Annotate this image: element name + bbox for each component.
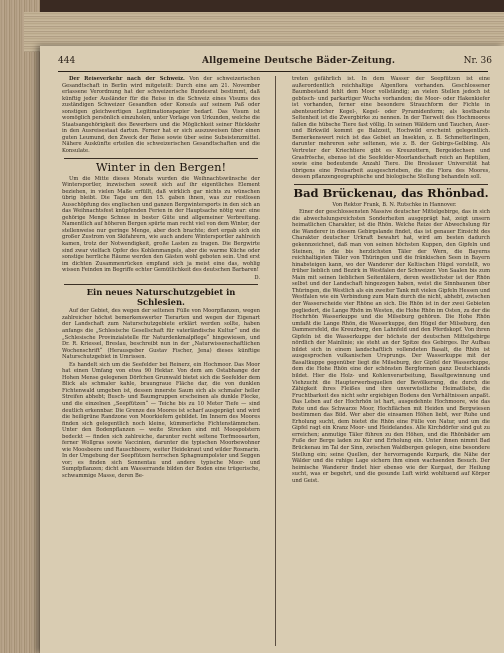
header-rule [58, 71, 488, 72]
article-naturschutz-p1: Auf der Gebiet, des wegen der seltenen Fülle von Moorpflanzen, wegen zahlreicher höchst bemerkenswerter Tierarten und wegen der Eigenart der Landschaft zum Naturschutzgebiete erklärt werden sollte, haben anfangs die „Schlesische Gesellschaft für vaterländische Kultur“ und die „Schlesische Provinzialstelle für Naturdenkmalpflege“ hingewiesen, und Dr. R. Kriessel, Breslau, beschreibt nun in der „Naturwissenschaftlichen Wochenschrift“ (Herausgeber Gustav Fischer, Jena) dieses künftige Naturschutzgebiet in Umrissen. [62, 308, 260, 361]
article-winter-text: Um die Mitte dieses Monats wurden die Weihnachtswünsche der Wintersportler, inzwischen soweit sich auf ihr eigentliches Element beziehen, in vielen Maße erfüllt, daß wirklich gar nichts zu wünschen übrig bleibt. Die Tage um den 15. gaben ihnen, was zur restlosen Ausschöpfung des englischen und ganzen Bergwintersports in den sich an das Weihnachtsfest knüpfenden Ferien in der Hauptsache nötig war: eine gehörige Menge Schnee in bester Güte und allgemeiner Verbreitung. Namentlich auf höheren Bergen spürte man recht viel von dem Winter, der stellenweise nur geringe Menge, aber doch brachte; dort ergab sich ein großer Zustrom von Skifahrern, wie auch andere Wintersportler zahlreich kamen, trotz der Notwendigkeit, große Lasten zu tragen. Die Bergwirte sind zwar vielfach Opfer des Kohlenmangels, aber die warme Küche oder sonstige herrliche Räume werden den Gästen wohl geboten sein. Und erst im dichten Zusammenrücken empfand sich ja meist eine das, wohlig wissen Feinden im Begriffe echter Gemütlichkeit des deutschen Barbaren! [62, 175, 260, 274]
article-brueckenau-byline: Von Rektor Frank, B. N. Rutschke in Hannover. [332, 201, 457, 208]
page-number: 444 [58, 56, 76, 66]
article-naturschutz-continued: treten gefährlich ist. In dem Wasser der Seepfützen ist eine außerordentlich reichhaltige Algenflora vorhanden. Geschlossener Baumbestand fehlt dem Moor vollständig; an vielen Stellen jedoch ist gebüsch- und parkartiger Wuchs vorhanden; die Moor- oder Hakenkiefer ist vorhanden, ferner eine besondere Strauchform der Fichte in abenteuerlicher Kegel-, Kegel- oder Pyramidenform; als kostbarste Seltenheit ist die Zwergbirke zu nennen. In der Tierwelt des Hochmoores fallen die hübsche Tiere fast völlig. In seinen Wäldern und Tauchen, Auer- und Birkwild kommt ge Balzzeit, Hochwild erscheint gelegentlich. Bemerkenswert reich ist das Gebiet an Insekten, z. B. Schmetterlingen, darunter mehreren sehr seltenen, wie z. B. der Gebirgs-Gelbling. Als Vertreter der Kriechtiere gibt es Kreuzottern, Bergeidechsen und Grasfrösche, ebenso ist die Seefelder-Moorlandschaft reich an Reptilien, sowie eine bedeutende Anzahl Tiere. Die Breslauer Universität hat übrigens eine Preisarbeit ausgeschrieben, die die Flora des Moores, dessen pflanzengeographische und biologische Stellung behandeln soll. [292, 76, 490, 181]
article-naturschutz-p2: Es handelt sich um die Seefelder bei Reinerz, ein Hochmoor. Das Moor hat einen Umfang von etwa 90 Hektar. Von dem am Ostabhange der Hohen Mense gelegenen Dörfchen Grunwald bietet sich die Seefelder dem Blick als schmaler kahle, braungraue Fläche dar, die von dunklen Fichtenwald umgeben ist, dessen innerste Saum sich als schmaler heller Streifen abhebt; Busch- und Baumgruppen erscheinen als dunkle Flecke, und die einzelnen „Seepfützen“ — Teiche bis zu 10 Meter Tiefe — sind deutlich erkennbar. Die Grenze des Moores ist scharf ausgeprägt und wird die heiligrüne Randzone von Moorkiefern gebildet. Im Innern des Moores finden sich gelegentlich noch kleine, kümmerliche Fichtenstämmchen. Unter den Bodenpflanzen — weite Strecken sind mit Moospolstern bedeckt — finden sich zahlreiche, darunter recht seltene Torfmoosarten, ferner Wollgras sowie Vaccinien, darunter die typischen Moorbewohner wie Moosbeere und Rauschbeere, weiter Heidekraut und wilder Rosmarin. In der Umgebung der Seepfützen herrschen Sphagnumpolster und Seggen vor; es finden sich Sonnentau und andere typische Moor- und Sumpfpflanzen; dicht am Wasserrande bilden der Boden eine trügerische, schwammige Masse, deren Be- [62, 361, 260, 479]
journal-title: Allgemeine Deutsche Bäder-Zeitung. [202, 56, 396, 66]
divider [294, 184, 488, 185]
left-column [62, 76, 260, 651]
divider [64, 158, 258, 159]
book-stack-edge [0, 0, 40, 653]
article-winter-title: Winter in den Bergen! [95, 159, 227, 174]
right-column [292, 76, 490, 651]
article-reiseverkehr-text: Von der schweizerischen Gesandtschaft in Berlin wird mitgeteilt: Durch eine am 21. November erlassene Verordnung hat der schweizerische Bundesrat bestimmt, daß künftig jeder Ausländer für die Reise in die Schweiz eines Visums des zuständigen Schweizer Gesandten oder Konsuls auf seinem Paß oder sonstigen gleichwertigen Legitimationspapier bedarf. Das Visum ist womöglich persönlich einzuholen, unter Vorlage von Urkunden, welche die Staatsangehörigkeit des Bewerbers und die Möglichkeit seiner Rückkehr in den Ausreisestaat dartun. Ferner hat er sich auszuweisen über einen guten Leumund, den Zweck der Reise sowie über seine Subsistenzmittel. Nähere Auskünfte erteilen die schweizerischen Gesandtschaften und die Konsulate. [62, 76, 260, 155]
article-reiseverkehr [62, 76, 260, 155]
issue-number: Nr. 36 [463, 56, 492, 66]
article-winter-signature: D. [254, 274, 260, 281]
article-brueckenau-text: Einer der geschlossensten Massive deutscher Mittelgebirge, das in sich die abwechslungsreichsten Sonderheiten ausgeprägt hat, zeigt unsern heimatlichen Charakter, ist die Rhön. Welche Reize der Abwechslung für die Wanderer in diesem Gebirgslande findet, das ist genauer Einsicht des Charakter deutscher Urkraft bewahrt hat, wird am besten dadurch gekennzeichnet, daß man von seinen höchsten Kuppen, den Gipfeln und Steinen, in die bis herzlichsten Täler der Wern, die Bayerns reichhaltigsten Täler von Thüringen und die fränkischen Seen in Bayern hinabsteigen kann, wo der Wanderer der Keltischen Hügel vorstellt, wo früher lieblich und Bezirk in Westfalen der Schweizer. Von Saalen bis zum Main mit seinen lieblichen Seitentälern, deren westlichster ist der Rhön selbst und der Landschaft hingezogen haben, weist die Sinnbaunen über Thüringen, die Westlich als ein zweiter Tank mit vielen Gipfeln Hessen und Westfalen wie ein Verbindung zum Main durch die nicht, abhebt, zwischen der Wasserscheide vier Rhöne an sich. Die Rhön ist in der zwei Gebieten gegliedert, die Lange Rhön im Westen, die Hohe Rhön im Osten, zu der die Hochrhön Wasserkuppe und die Milseburg gehören. Die Hohe Rhön umfaßt die Lange Rhön, die Wasserkuppe, den Hügel der Milseburg, den Dammersfeld, die Kreuzberg, den Lahnfeld und den Pferdskopf. Von ihren Gipfeln ist die Wasserkuppe der höchste der deutschen Mittelgebirge nördlich der Mainlinie; sie steht an der Spitze des Gebirges. Ihr Aufbau bildet sich in einem landschaftlich vollendeten Basalt, die Rhön ist ausgesprochen vulkanischen Ursprungs. Der Wasserkuppe mit der Basaltkuppe gegenüber liegt die Milseburg, der Gipfel der Wasserkuppe, dem die Hohe Rhön eine der schönsten Bergformen ganz Deutschlands bildet. Hier die Holz- und Kohlenverarbeitung, Basaltgewinnung und Viehzucht die Haupterwerbsquellen der Bevölkerung, die durch die Zähigkeit ihres Fleißes und ihre unverwüstliche Heimatliebe, die Fruchtbarkeit des nicht sehr ergiebigen Bodens den Verhältnissen anpaßt. Das Leben auf der Hochrhön ist hart, ausgedehnte Hochmoore, wie das Rote und das Schwarze Moor, Hochflächen mit Heiden und Bergwiesen bestimmen das Bild. Wer aber die einsamen Höhen liebt, wer Ruhe und Erholung sucht, dem bietet die Rhön eine Fülle von Natur, und um die Gipfel ragt ein Kranz Moor- und Heidelandes. Alle Kirchdörfer sind gut zu erreichen; anmutige Täler führen zu den Höhen, und die Rhönbäder am Fuße der Berge laden zu Kur und Erholung ein. Unter ihnen nimmt Bad Brückenau im Tal der Sinn, zwischen Waldbergen gelegen, eine besondere Stellung ein; seine Quellen, der hervorragende Kurpark, die Nähe der Wälder und die ruhige Lage sichern ihm einen wachsenden Besuch. Der heimische Wanderer findet hier ebenso wie der Kurgast, der Heilung sucht, was er begehrt, und die gesunde Luft wirkt wohltuend auf Körper und Geist. [292, 209, 490, 484]
column-divider [275, 76, 276, 646]
article-reiseverkehr-lead: Der Reiseverkehr nach der Schweiz. [69, 76, 185, 82]
divider [64, 284, 258, 285]
article-brueckenau-title: Bad Brückenau, das Rhönbad. [293, 185, 489, 200]
article-naturschutz-title: Ein neues Naturschutzgebiet in Schlesien. [86, 287, 236, 308]
page-header [52, 56, 492, 70]
